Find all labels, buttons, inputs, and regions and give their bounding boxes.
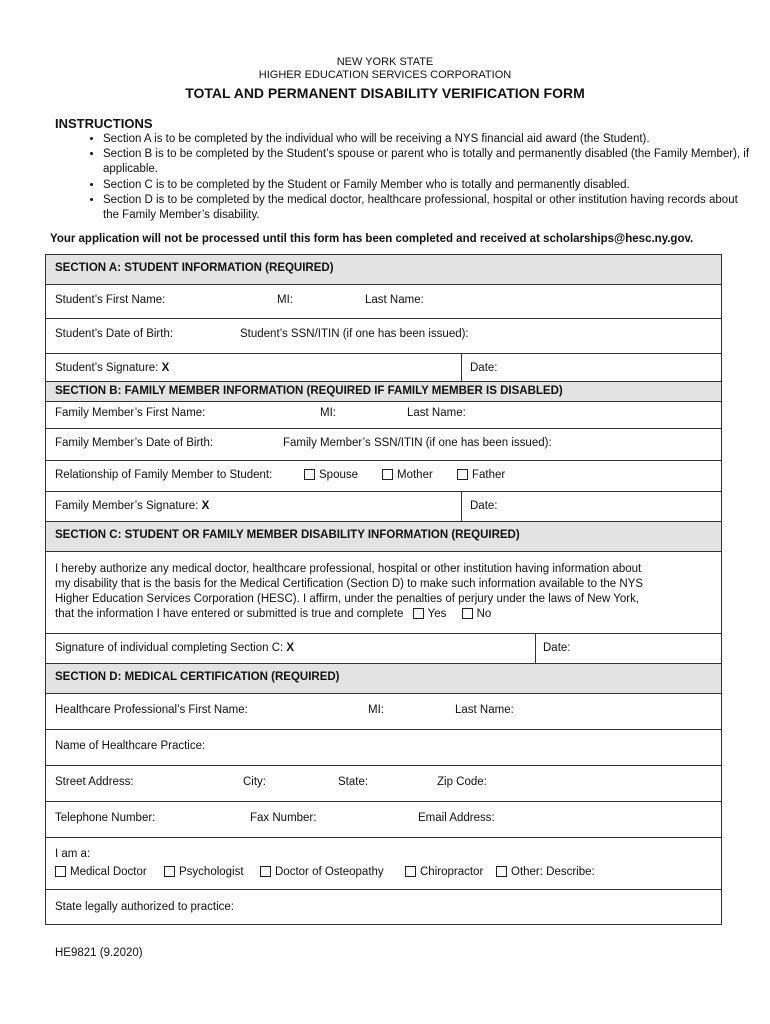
student-ssn-field[interactable]: Student’s SSN/ITIN (if one has been issued): — [240, 328, 469, 340]
column-divider — [461, 354, 462, 381]
column-divider — [461, 492, 462, 521]
osteopathy-label: Doctor of Osteopathy — [275, 866, 384, 878]
yes-label: Yes — [427, 608, 447, 620]
signature-mark: X — [286, 642, 295, 654]
other-describe-label: Other: Describe: — [511, 866, 595, 878]
section-c-signature-row — [46, 633, 721, 663]
family-mi-field[interactable]: MI: — [320, 407, 336, 419]
relationship-label: Relationship of Family Member to Student: — [55, 469, 273, 481]
section-d-header — [46, 663, 721, 693]
student-mi-field[interactable]: MI: — [277, 294, 293, 306]
hcp-mi-field[interactable]: MI: — [368, 704, 384, 716]
student-first-name-field[interactable]: Student’s First Name: — [55, 294, 166, 306]
father-label: Father — [472, 469, 506, 481]
section-c-header — [46, 521, 721, 551]
other-checkbox[interactable] — [496, 866, 595, 878]
zip-code-field[interactable]: Zip Code: — [437, 776, 487, 788]
spouse-label: Spouse — [319, 469, 359, 481]
fax-field[interactable]: Fax Number: — [250, 812, 317, 824]
section-b-relationship-row — [46, 460, 721, 491]
header-state: NEW YORK STATE — [336, 56, 434, 68]
i-am-a-label: I am a: — [55, 848, 91, 860]
student-signature-label: Student’s Signature: — [55, 362, 159, 374]
signature-mark: X — [161, 362, 170, 374]
medical-doctor-label: Medical Doctor — [70, 866, 147, 878]
section-c-signature-field[interactable] — [55, 642, 294, 654]
column-divider — [535, 634, 536, 663]
instructions-list — [55, 132, 753, 223]
street-address-field[interactable]: Street Address: — [55, 776, 134, 788]
mother-checkbox[interactable] — [382, 469, 433, 481]
section-c-affirmation-row — [46, 551, 721, 633]
section-d-title: SECTION D: MEDICAL CERTIFICATION (REQUIRED) — [55, 671, 340, 683]
student-date-field[interactable]: Date: — [470, 362, 498, 374]
family-signature-label: Family Member’s Signature: — [55, 500, 199, 512]
family-first-name-field[interactable]: Family Member’s First Name: — [55, 407, 206, 419]
no-label: No — [476, 608, 492, 620]
student-signature-field[interactable] — [55, 362, 169, 374]
father-checkbox[interactable] — [457, 469, 505, 481]
section-b-signature-row — [46, 491, 721, 521]
family-date-field[interactable]: Date: — [470, 500, 498, 512]
section-d-type-row — [46, 837, 721, 889]
section-a-name-row — [46, 284, 721, 318]
section-a-dob-row — [46, 318, 721, 353]
affirm-yes-checkbox[interactable] — [413, 608, 447, 620]
section-d-name-row — [46, 693, 721, 729]
telephone-field[interactable]: Telephone Number: — [55, 812, 156, 824]
page-title: TOTAL AND PERMANENT DISABILITY VERIFICATION FORM — [185, 85, 585, 101]
state-field[interactable]: State: — [338, 776, 369, 788]
instruction-item: • Section B is to be completed by the Student’s spouse or parent who is totally and permanently disabled (the Family Member), if applicable. — [103, 147, 753, 177]
hcp-first-name-field[interactable]: Healthcare Professional’s First Name: — [55, 704, 248, 716]
student-last-name-field[interactable]: Last Name: — [365, 294, 424, 306]
spouse-checkbox[interactable] — [304, 469, 358, 481]
section-b-name-row — [46, 401, 721, 428]
city-field[interactable]: City: — [243, 776, 266, 788]
family-last-name-field[interactable]: Last Name: — [407, 407, 466, 419]
section-d-state-row — [46, 889, 721, 925]
section-a-header — [46, 255, 721, 284]
affirmation-line: Higher Education Services Corporation (HESC). I affirm, under the penalties of perjury under the laws of New York, — [55, 593, 640, 605]
section-b-title: SECTION B: FAMILY MEMBER INFORMATION (REQUIRED IF FAMILY MEMBER IS DISABLED) — [55, 385, 563, 397]
chiropractor-label: Chiropractor — [420, 866, 484, 878]
practice-name-field[interactable]: Name of Healthcare Practice: — [55, 740, 206, 752]
psychologist-checkbox[interactable] — [164, 866, 244, 878]
psychologist-label: Psychologist — [179, 866, 244, 878]
section-c-signature-label: Signature of individual completing Section C: — [55, 642, 284, 654]
affirmation-line: that the information I have entered or submitted is true and complete Yes No — [55, 608, 492, 620]
email-field[interactable]: Email Address: — [418, 812, 495, 824]
section-a-title: SECTION A: STUDENT INFORMATION (REQUIRED) — [55, 262, 334, 274]
header-agency: HIGHER EDUCATION SERVICES CORPORATION — [258, 69, 512, 81]
instruction-item: • Section D is to be completed by the medical doctor, healthcare professional, hospital or other institution having records about the Family Member’s disability. — [103, 193, 753, 223]
form-code: HE9821 (9.2020) — [55, 947, 143, 959]
section-c-date-field[interactable]: Date: — [543, 642, 571, 654]
form-table — [45, 254, 722, 925]
affirmation-line: my disability that is the basis for the Medical Certification (Section D) to make such information available to the NYS — [55, 578, 644, 590]
mother-label: Mother — [397, 469, 433, 481]
section-b-dob-row — [46, 428, 721, 460]
family-signature-field[interactable] — [55, 500, 209, 512]
student-dob-field[interactable]: Student’s Date of Birth: — [55, 328, 174, 340]
section-d-address-row — [46, 765, 721, 801]
section-d-practice-row — [46, 729, 721, 765]
state-practice-field[interactable]: State legally authorized to practice: — [55, 901, 234, 913]
affirmation-text — [55, 562, 715, 622]
submission-notice: Your application will not be processed until this form has been completed and received at scholarships@hesc.ny.gov. — [50, 233, 694, 245]
osteopathy-checkbox[interactable] — [260, 866, 384, 878]
signature-mark: X — [201, 500, 210, 512]
affirmation-line: I hereby authorize any medical doctor, healthcare professional, hospital or other institution having information about — [55, 563, 642, 575]
hcp-last-name-field[interactable]: Last Name: — [455, 704, 514, 716]
section-c-title: SECTION C: STUDENT OR FAMILY MEMBER DISABILITY INFORMATION (REQUIRED) — [55, 529, 520, 541]
instruction-item: • Section A is to be completed by the individual who will be receiving a NYS financial aid award (the Student). — [103, 132, 753, 147]
section-a-signature-row — [46, 353, 721, 381]
chiropractor-checkbox[interactable] — [405, 866, 483, 878]
affirm-no-checkbox[interactable] — [462, 608, 492, 620]
family-dob-field[interactable]: Family Member’s Date of Birth: — [55, 437, 214, 449]
section-b-header — [46, 381, 721, 401]
instructions-heading: INSTRUCTIONS — [55, 116, 153, 131]
medical-doctor-checkbox[interactable] — [55, 866, 147, 878]
family-ssn-field[interactable]: Family Member’s SSN/ITIN (if one has been issued): — [283, 437, 552, 449]
section-d-contact-row — [46, 801, 721, 837]
instruction-item: • Section C is to be completed by the Student or Family Member who is totally and permanently disabled. — [103, 178, 753, 193]
